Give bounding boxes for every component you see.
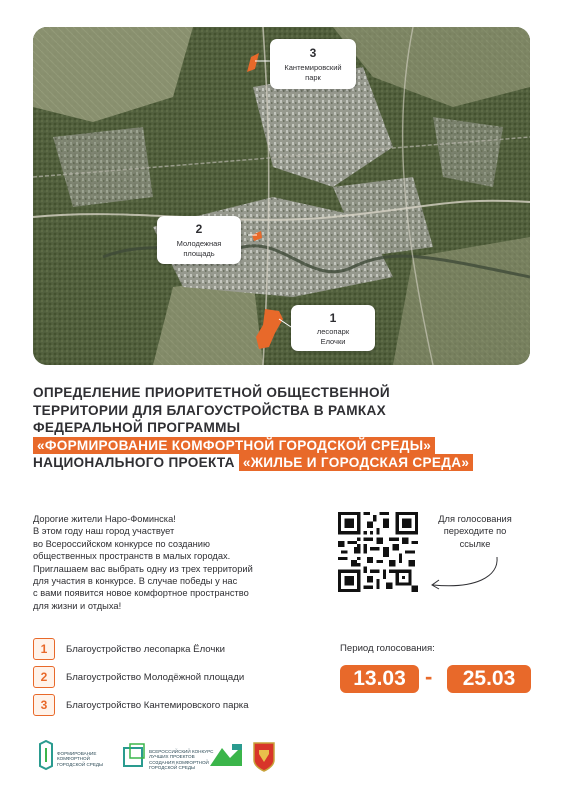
headline-text: НАЦИОНАЛЬНОГО ПРОЕКТА [33, 455, 239, 470]
end-date-badge: 25.03 [447, 665, 531, 693]
logos-row [33, 740, 533, 780]
headline [33, 384, 533, 472]
qr-note-line: ссылке [459, 538, 491, 549]
headline-line [33, 454, 533, 472]
logo-text-line: ЛУЧШИХ ПРОЕКТОВ [149, 754, 195, 760]
satellite-map [33, 27, 530, 365]
marker-card-1 [291, 305, 375, 351]
marker-name-line: Кантемировский [284, 63, 342, 72]
headline-line: ОПРЕДЕЛЕНИЕ ПРИОРИТЕТНОЙ ОБЩЕСТВЕННОЙ [33, 385, 390, 400]
intro-line: В этом году наш город участвует [33, 526, 175, 537]
option-label: Благоустройство Кантемировского парка [66, 699, 249, 711]
date-separator: - [425, 664, 433, 689]
qr-code-icon[interactable] [338, 512, 418, 592]
logo-text-line: ФОРМИРОВАНИЕ [57, 751, 97, 756]
marker-number: 3 [309, 46, 317, 60]
intro-line: Дорогие жители Наро-Фоминска! [33, 514, 176, 524]
option-number: 3 [33, 694, 55, 716]
option-number: 2 [33, 666, 55, 688]
voting-period-label: Период голосования: [340, 643, 435, 654]
headline-line: ФЕДЕРАЛЬНОЙ ПРОГРАММЫ [33, 420, 241, 435]
option-label: Благоустройство Молодёжной площади [66, 671, 245, 683]
marker-name-line: лесопарк [316, 327, 350, 336]
intro-text [33, 513, 333, 612]
qr-code-graphic [338, 512, 418, 592]
marker-name-line: Молодежная [176, 239, 222, 248]
marker-number: 1 [329, 311, 337, 325]
qr-note-line: Для голосования [438, 514, 512, 524]
qr-note-line: переходите по [443, 526, 507, 537]
option-label: Благоустройство лесопарка Ёлочки [66, 643, 225, 655]
logo-text-line: СОЗДАНИЯ КОМФОРТНОЙ [149, 759, 209, 765]
option-item [33, 666, 244, 688]
marker-card-3 [270, 39, 356, 89]
headline-line: ТЕРРИТОРИИ ДЛЯ БЛАГОУСТРОЙСТВА В РАМКАХ [33, 402, 386, 418]
logo-text-line: ГОРОДСКОЙ СРЕДЫ [57, 761, 104, 767]
national-project-logo-icon [208, 740, 244, 774]
marker-card-2 [157, 216, 241, 264]
headline-line [33, 437, 533, 455]
marker-name-line: Елочки [320, 337, 346, 346]
option-item [33, 694, 249, 716]
marker-name-line: парк [305, 73, 321, 82]
intro-line: для жизни и отдыха! [33, 600, 122, 611]
logo-1-text [57, 751, 103, 767]
option-number: 1 [33, 638, 55, 660]
curved-arrow-icon [425, 555, 505, 595]
logo-text-line: ВСЕРОССИЙСКИЙ КОНКУРС [149, 749, 214, 754]
start-date-badge: 13.03 [340, 665, 419, 693]
project-name-highlight: «ЖИЛЬЕ И ГОРОДСКАЯ СРЕДА» [239, 454, 473, 471]
intro-line: Приглашаем вас выбрать одну из трех территорий [33, 563, 253, 574]
logo-text-line: КОМФОРТНОЙ [57, 756, 90, 762]
contest-logo-icon [121, 740, 147, 774]
intro-line: во Всероссийском конкурсе по созданию [33, 538, 210, 549]
option-item [33, 638, 225, 660]
marker-number: 2 [195, 222, 203, 236]
comfortable-city-logo-icon [37, 740, 55, 774]
intro-line: с вами появится новое комфортное пространство [33, 588, 249, 599]
program-name-highlight: «ФОРМИРОВАНИЕ КОМФОРТНОЙ ГОРОДСКОЙ СРЕДЫ» [33, 437, 435, 454]
logo-text-line: ГОРОДСКОЙ СРЕДЫ [149, 765, 196, 771]
logo-2-text [149, 749, 213, 771]
qr-instruction [425, 513, 525, 550]
coat-of-arms-icon [251, 740, 277, 774]
intro-line: для участия в конкурсе. В случае победы у нас [33, 576, 238, 587]
marker-name-line: площадь [183, 249, 215, 258]
intro-line: общественных пространств в малых городах. [33, 551, 231, 562]
